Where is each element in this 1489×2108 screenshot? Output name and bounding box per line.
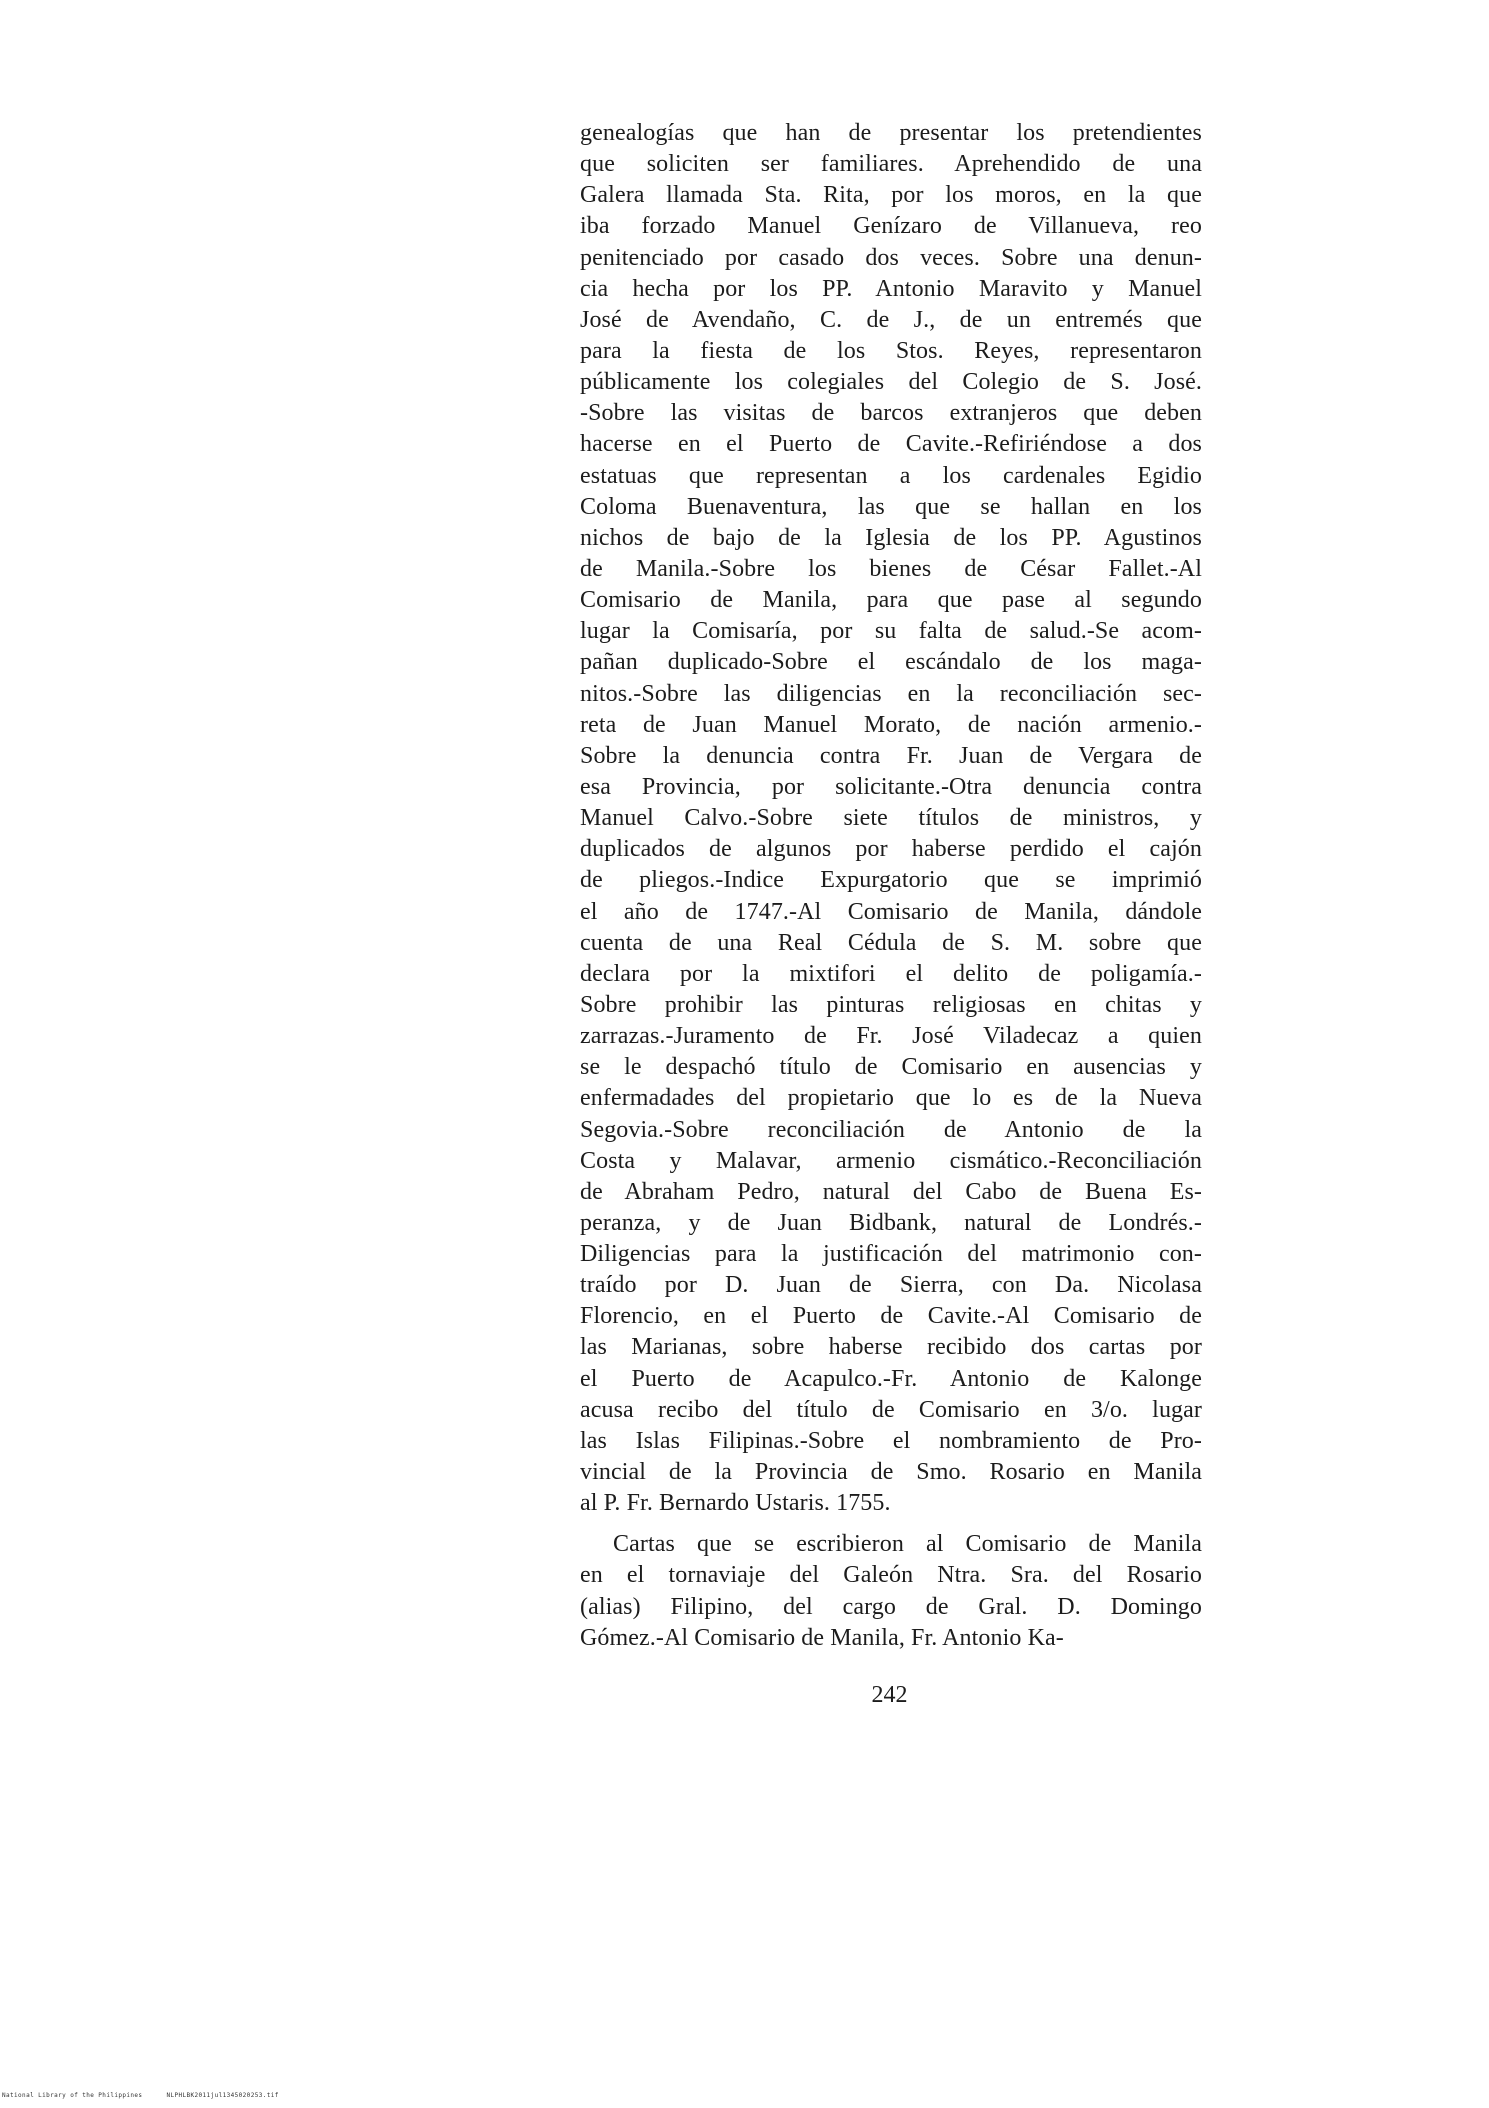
paragraph-1 (580, 118, 1202, 1519)
text-line: nichos de bajo de la Iglesia de los PP. Agustinos (580, 524, 1202, 551)
text-line: reta de Juan Manuel Morato, de nación armenio.- (580, 711, 1202, 738)
text-line: duplicados de algunos por haberse perdido el cajón (580, 836, 1202, 863)
text-line: de Manila.-Sobre los bienes de César Fallet.-Al (580, 555, 1202, 582)
text-line: Gómez.-Al Comisario de Manila, Fr. Antonio Ka- (580, 1624, 1064, 1651)
text-line: enfermadades del propietario que lo es de la Nueva (580, 1085, 1202, 1112)
text-line: -Sobre las visitas de barcos extranjeros que deben (580, 400, 1202, 427)
text-line: zarrazas.-Juramento de Fr. José Viladecaz a quien (580, 1023, 1202, 1050)
paragraph-2 (580, 1529, 1202, 1654)
text-line: en el tornaviaje del Galeón Ntra. Sra. del Rosario (580, 1562, 1202, 1589)
text-line: estatuas que representan a los cardenales Egidio (580, 462, 1202, 489)
text-line: Florencio, en el Puerto de Cavite.-Al Comisario de (580, 1303, 1202, 1330)
text-line: Diligencias para la justificación del matrimonio con- (580, 1241, 1202, 1268)
text-line: cuenta de una Real Cédula de S. M. sobre que (580, 929, 1202, 956)
text-line: acusa recibo del título de Comisario en 3/o. lugar (580, 1396, 1202, 1423)
text-line: al P. Fr. Bernardo Ustaris. 1755. (580, 1490, 891, 1517)
page-number-text: 242 (871, 1682, 908, 1708)
text-line: traído por D. Juan de Sierra, con Da. Nicolasa (580, 1272, 1202, 1299)
text-line: peranza, y de Juan Bidbank, natural de Londrés.- (580, 1209, 1202, 1236)
text-line: José de Avendaño, C. de J., de un entremés que (580, 306, 1202, 333)
text-line: Costa y Malavar, armenio cismático.-Reconciliación (580, 1147, 1202, 1174)
text-line: que soliciten ser familiares. Aprehendido de una (580, 151, 1202, 178)
text-line: públicamente los colegiales del Colegio de S. José. (580, 369, 1202, 396)
text-line: el Puerto de Acapulco.-Fr. Antonio de Kalonge (580, 1365, 1202, 1392)
text-line: penitenciado por casado dos veces. Sobre una denun- (580, 244, 1202, 271)
text-line: las Marianas, sobre haberse recibido dos cartas por (580, 1334, 1202, 1361)
text-line: pañan duplicado-Sobre el escándalo de los maga- (580, 649, 1202, 676)
text-line: Galera llamada Sta. Rita, por los moros, en la que (580, 182, 1202, 209)
text-line: Sobre prohibir las pinturas religiosas en chitas y (580, 991, 1202, 1018)
text-line: cia hecha por los PP. Antonio Maravito y Manuel (580, 275, 1202, 302)
text-line: las Islas Filipinas.-Sobre el nombramiento de Pro- (580, 1427, 1202, 1454)
text-line: de pliegos.-Indice Expurgatorio que se imprimió (580, 867, 1202, 894)
text-line: hacerse en el Puerto de Cavite.-Refiriéndose a dos (580, 431, 1202, 458)
text-line: nitos.-Sobre las diligencias en la reconciliación sec- (580, 680, 1202, 707)
footer-filename: NLPHLBK2011jul1345020253.tif (166, 2092, 279, 2099)
text-column (580, 118, 1202, 1654)
text-line: Segovia.-Sobre reconciliación de Antonio de la (580, 1116, 1202, 1143)
text-line: para la fiesta de los Stos. Reyes, representaron (580, 337, 1202, 364)
text-line: se le despachó título de Comisario en ausencias y (580, 1054, 1202, 1081)
page-number (0, 1680, 1489, 1710)
text-line: vincial de la Provincia de Smo. Rosario en Manila (580, 1459, 1202, 1486)
text-line: Manuel Calvo.-Sobre siete títulos de ministros, y (580, 805, 1202, 832)
text-line: esa Provincia, por solicitante.-Otra denuncia contra (580, 773, 1202, 800)
text-line: Comisario de Manila, para que pase al segundo (580, 587, 1202, 614)
footer-source: National Library of the Philippines (2, 2092, 143, 2099)
text-line: de Abraham Pedro, natural del Cabo de Buena Es- (580, 1178, 1202, 1205)
text-line: declara por la mixtifori el delito de poligamía.- (580, 960, 1202, 987)
text-line: Coloma Buenaventura, las que se hallan en los (580, 493, 1202, 520)
text-line: Sobre la denuncia contra Fr. Juan de Vergara de (580, 742, 1202, 769)
text-line: iba forzado Manuel Genízaro de Villanueva, reo (580, 213, 1202, 240)
scan-footer (2, 2092, 279, 2099)
text-line: Cartas que se escribieron al Comisario de Manila (613, 1531, 1202, 1558)
text-line: genealogías que han de presentar los pretendientes (580, 120, 1202, 146)
text-line: (alias) Filipino, del cargo de Gral. D. Domingo (580, 1593, 1202, 1620)
text-line: lugar la Comisaría, por su falta de salud.-Se acom- (580, 618, 1202, 645)
text-line: el año de 1747.-Al Comisario de Manila, dándole (580, 898, 1202, 925)
